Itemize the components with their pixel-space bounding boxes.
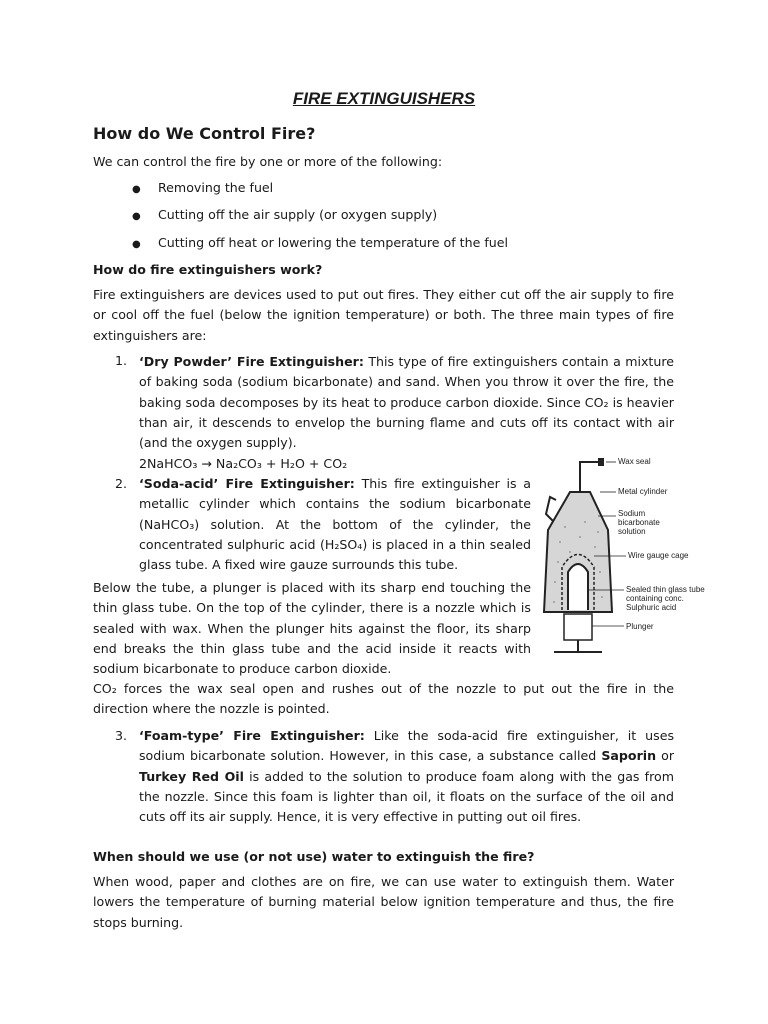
heading-how-work: How do fire extinguishers work? xyxy=(93,262,323,277)
item-number: 3. xyxy=(115,728,128,743)
label-metal-cylinder: Metal cylinder xyxy=(618,487,668,496)
item-soda-acid: ‘Soda-acid’ Fire Extinguisher: This fire extinguisher is a metallic cylinder which contains the sodium bicarbonate (NaHCO₃) solution. At the bottom of the cylinder, the concentrated sulphuric acid (H₂SO₄) is placed in a thin sealed glass tube. A fixed wire gauze surrounds this tube. xyxy=(139,476,532,573)
soda-acid-continued: Below the tube, a plunger is placed with its sharp end touching the thin glass tube. On the top of the cylinder, there is a nozzle which is sealed with wax. When the plunger hits against the floor, its sharp end breaks the thin glass tube and the acid inside it reacts with sodium bicarbonate to produce carbon dioxide. xyxy=(93,580,531,677)
heading-water: When should we use (or not use) water to extinguish the fire? xyxy=(93,849,535,864)
item-number: 2. xyxy=(115,476,128,491)
label-containing: containing conc. xyxy=(626,594,684,603)
list-item: ● Removing the fuel xyxy=(132,180,274,195)
item-foam-type: ‘Foam-type’ Fire Extinguisher: Like the soda-acid fire extinguisher, it uses sodium bicarbonate solution. However, in this case, a substance called Saporin or Turkey Red Oil is added to the solution to produce foam along with the gas from the nozzle. Since this foam is lighter than oil, it floats on the surface of the oil and cuts off its air supply. Hence, it is very effective in putting out oil fires. xyxy=(139,728,674,825)
soda-acid-continued-2: CO₂ forces the wax seal open and rushes out of the nozzle to put out the fire in the direction where the nozzle is pointed. xyxy=(93,681,674,717)
label-sodium: Sodium xyxy=(618,509,646,518)
item-number: 1. xyxy=(115,353,128,368)
work-paragraph: Fire extinguishers are devices used to put out fires. They either cut off the air supply to fire or cool off the fuel (below the ignition temperature) or both. The three main types of fire extinguishers are: xyxy=(93,287,674,343)
label-plunger: Plunger xyxy=(626,622,654,631)
list-item: ● Cutting off heat or lowering the temperature of the fuel xyxy=(132,235,509,250)
label-glass-tube: Sealed thin glass tube xyxy=(626,585,705,594)
list-item: ● Cutting off the air supply (or oxygen supply) xyxy=(132,207,438,222)
intro-text: We can control the fire by one or more of the following: xyxy=(93,154,443,169)
label-sulphuric: Sulphuric acid xyxy=(626,603,677,612)
wax-seal-shape xyxy=(598,458,604,466)
label-bicarbonate: bicarbonate xyxy=(618,518,660,527)
heading-control-fire: How do We Control Fire? xyxy=(93,124,316,143)
label-solution: solution xyxy=(618,527,646,536)
page-title: FIRE EXTINGUISHERS xyxy=(292,89,476,108)
glass-tube-shape xyxy=(568,564,588,610)
label-wire-gauge: Wire gauge cage xyxy=(628,551,689,560)
soda-acid-extinguisher-diagram xyxy=(540,452,768,680)
item-dry-powder: ‘Dry Powder’ Fire Extinguisher: This type of fire extinguishers contain a mixture of baking soda (sodium bicarbonate) and sand. When you throw it over the fire, the baking soda decomposes by its heat to produce carbon dioxide. Since CO₂ is heavier than air, it descends to envelop the burning flame and cuts off its contact with air (and the oxygen supply). xyxy=(139,354,674,451)
label-wax-seal: Wax seal xyxy=(618,457,651,466)
plunger-shape xyxy=(564,614,592,640)
equation: 2NaHCO₃ → Na₂CO₃ + H₂O + CO₂ xyxy=(139,456,348,471)
nozzle-shape xyxy=(580,462,600,492)
water-paragraph: When wood, paper and clothes are on fire, we can use water to extinguish them. Water lowers the temperature of burning material below ignition temperature and thus, the fire stops burning. xyxy=(93,874,674,930)
